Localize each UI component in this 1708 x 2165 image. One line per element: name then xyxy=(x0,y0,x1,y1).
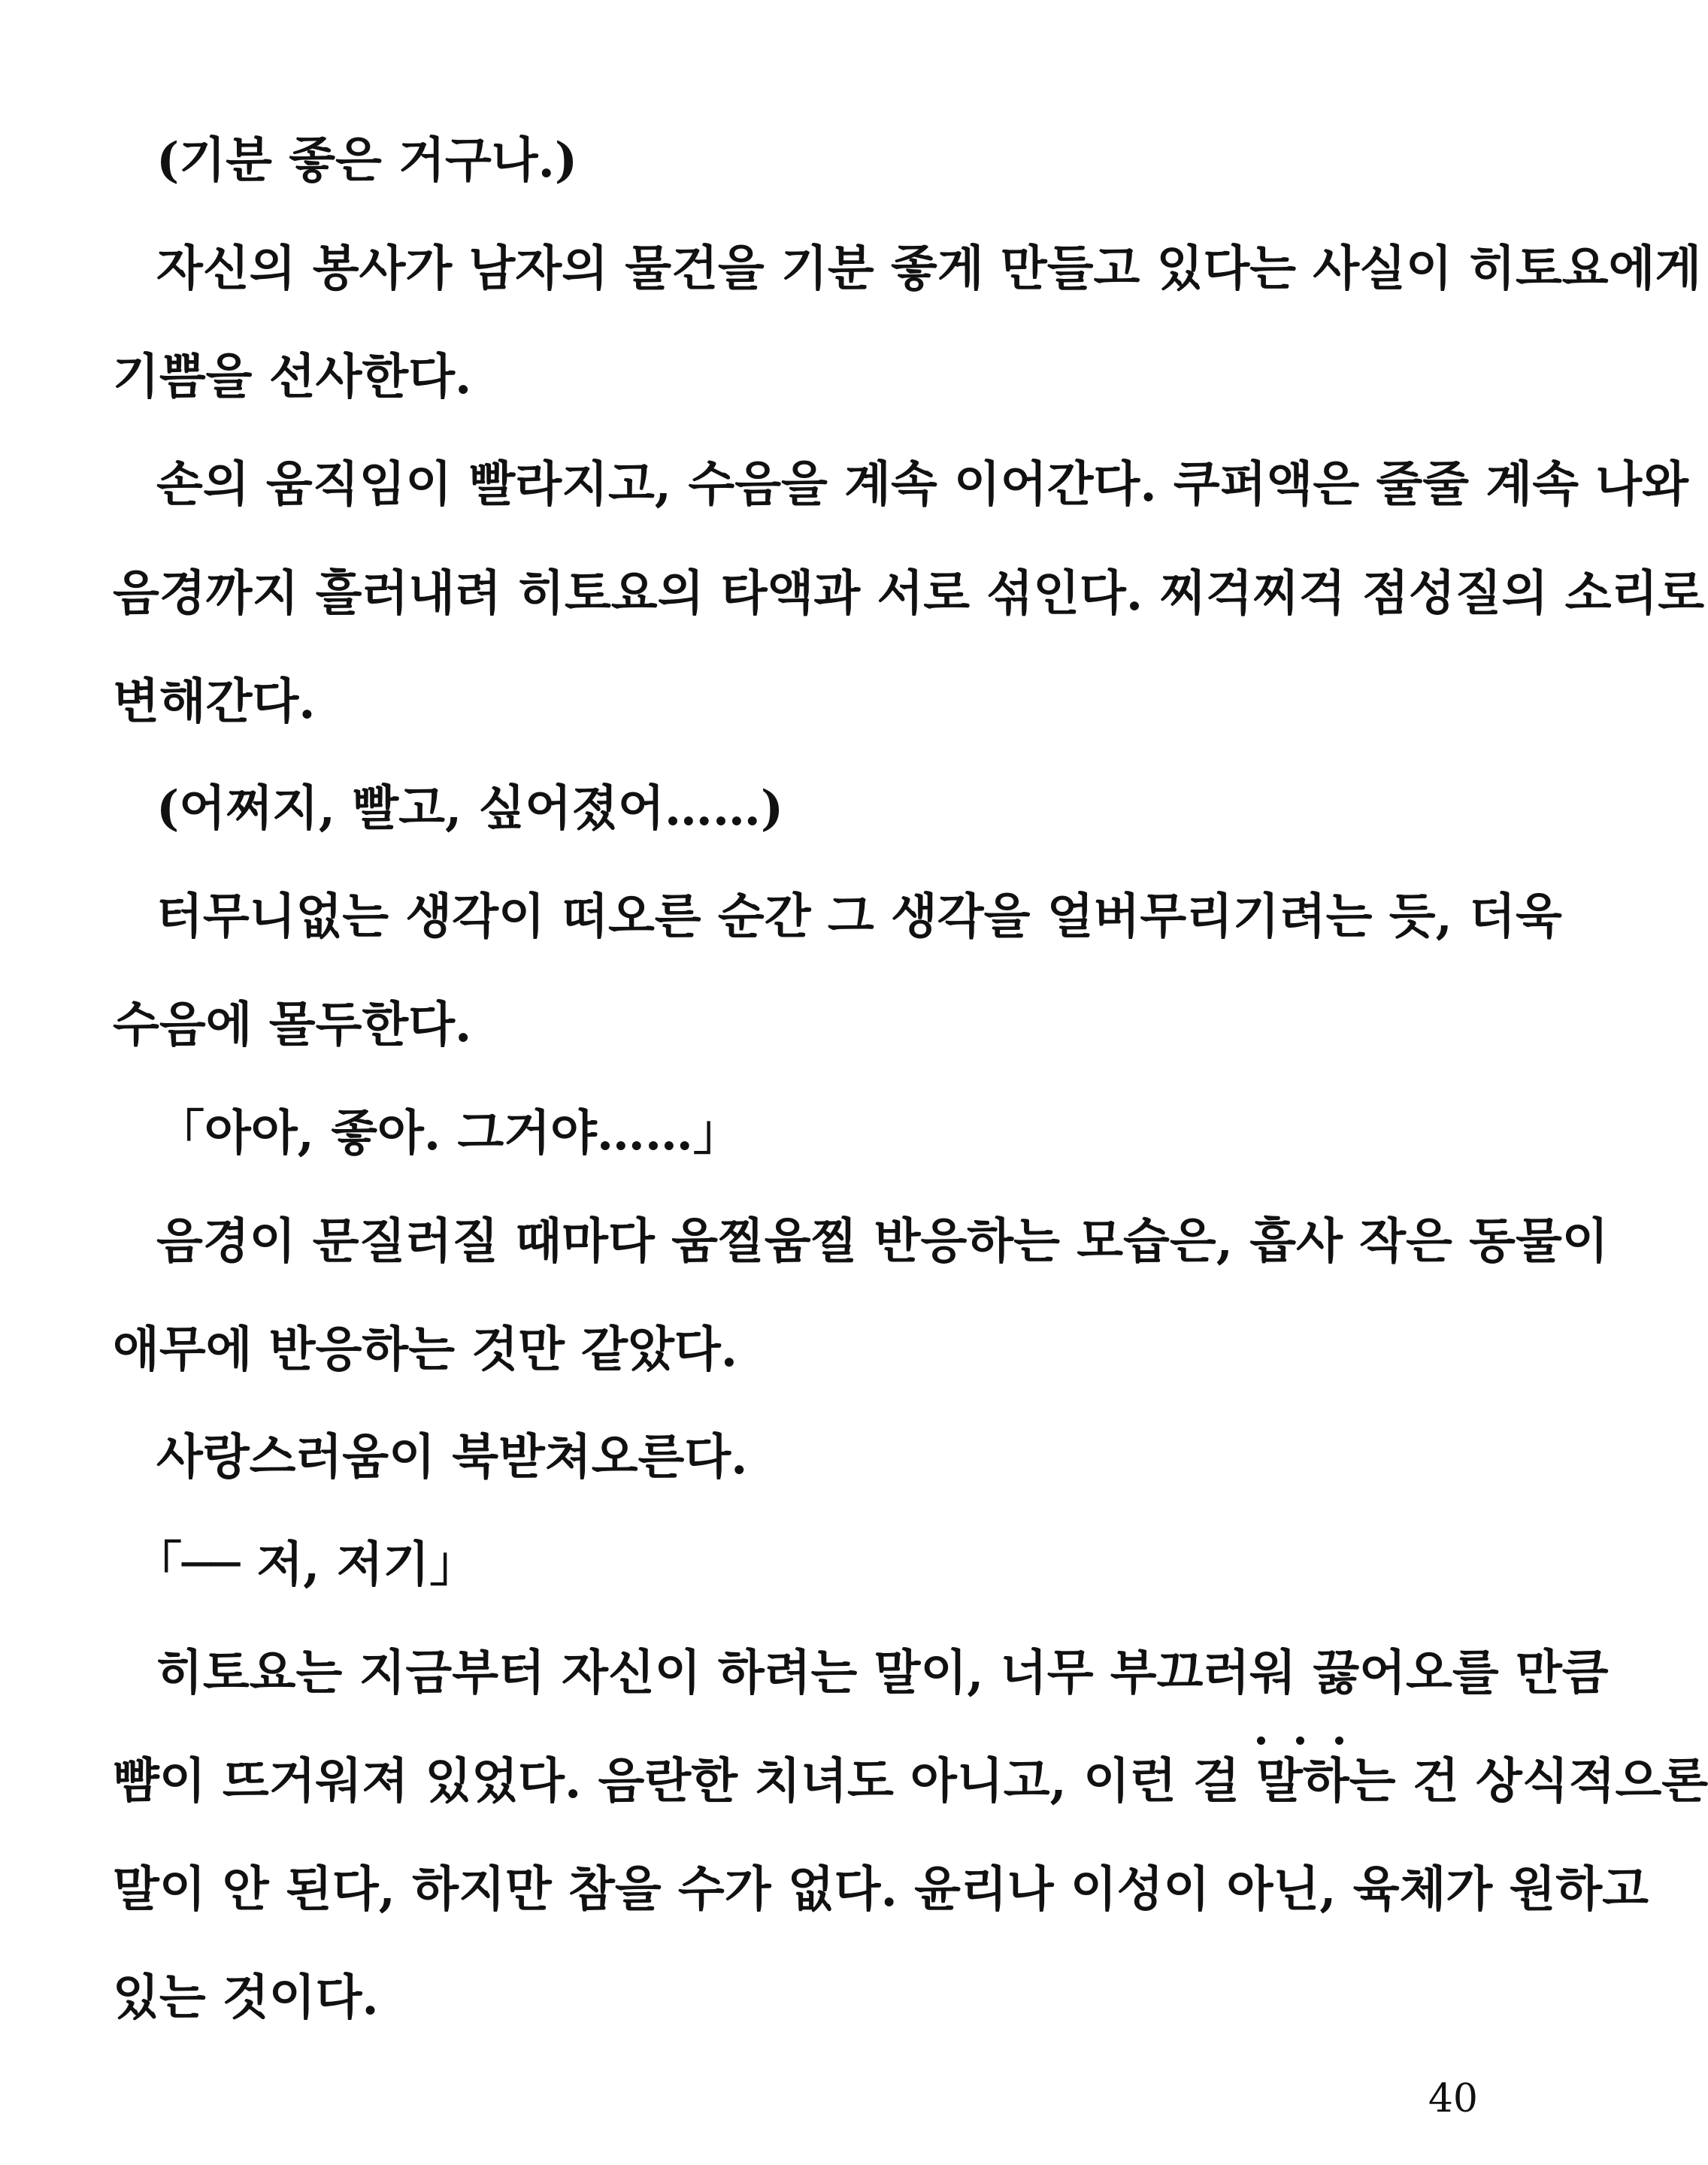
text-line-1: (기분 좋은 거구나.) xyxy=(156,132,578,189)
text-line-15: 히토요는 지금부터 자신이 하려는 말이, 너무 부끄러워 끓어오를 만큼 xyxy=(156,1645,1609,1701)
text-line-6: 변해간다. xyxy=(113,674,316,730)
text-line-17: 말이 안 된다, 하지만 참을 수가 없다. 윤리나 이성이 아닌, 육체가 원하고 xyxy=(113,1861,1649,1918)
emphasis-dot xyxy=(1257,1737,1265,1745)
emphasis-dot xyxy=(1335,1737,1343,1745)
text-line-18: 있는 것이다. xyxy=(113,1970,379,2026)
text-line-2: 자신의 봉사가 남자의 물건을 기분 좋게 만들고 있다는 사실이 히토요에게 xyxy=(156,241,1702,297)
text-line-7: (어쩌지, 빨고, 싶어졌어……) xyxy=(156,780,784,837)
text-line-12: 애무에 반응하는 것만 같았다. xyxy=(113,1322,738,1378)
text-line-3: 기쁨을 선사한다. xyxy=(113,349,472,405)
text-line-13: 사랑스러움이 북받쳐오른다. xyxy=(156,1429,748,1485)
text-line-9: 수음에 몰두한다. xyxy=(113,997,472,1053)
page-number: 40 xyxy=(1428,2076,1478,2121)
text-line-10: 「아아, 좋아. 그거야……」 xyxy=(156,1105,741,1161)
emphasis-dot xyxy=(1296,1737,1304,1745)
emphasis-dots xyxy=(1257,1737,1347,1752)
text-line-11: 음경이 문질러질 때마다 움찔움찔 반응하는 모습은, 흡사 작은 동물이 xyxy=(156,1213,1609,1270)
text-line-5: 음경까지 흘러내려 히토요의 타액과 서로 섞인다. 찌걱찌걱 점성질의 소리로 xyxy=(113,565,1705,622)
text-line-8: 터무니없는 생각이 떠오른 순간 그 생각을 얼버무리기려는 듯, 더욱 xyxy=(156,889,1562,945)
text-line-16: 뺨이 뜨거워져 있었다. 음란한 치녀도 아니고, 이런 걸 말하는 건 상식적으론 xyxy=(113,1753,1708,1809)
text-line-4: 손의 움직임이 빨라지고, 수음을 계속 이어간다. 쿠퍼액은 줄줄 계속 나와 xyxy=(156,456,1688,513)
text-line-14: 「── 저, 저기」 xyxy=(134,1537,478,1593)
